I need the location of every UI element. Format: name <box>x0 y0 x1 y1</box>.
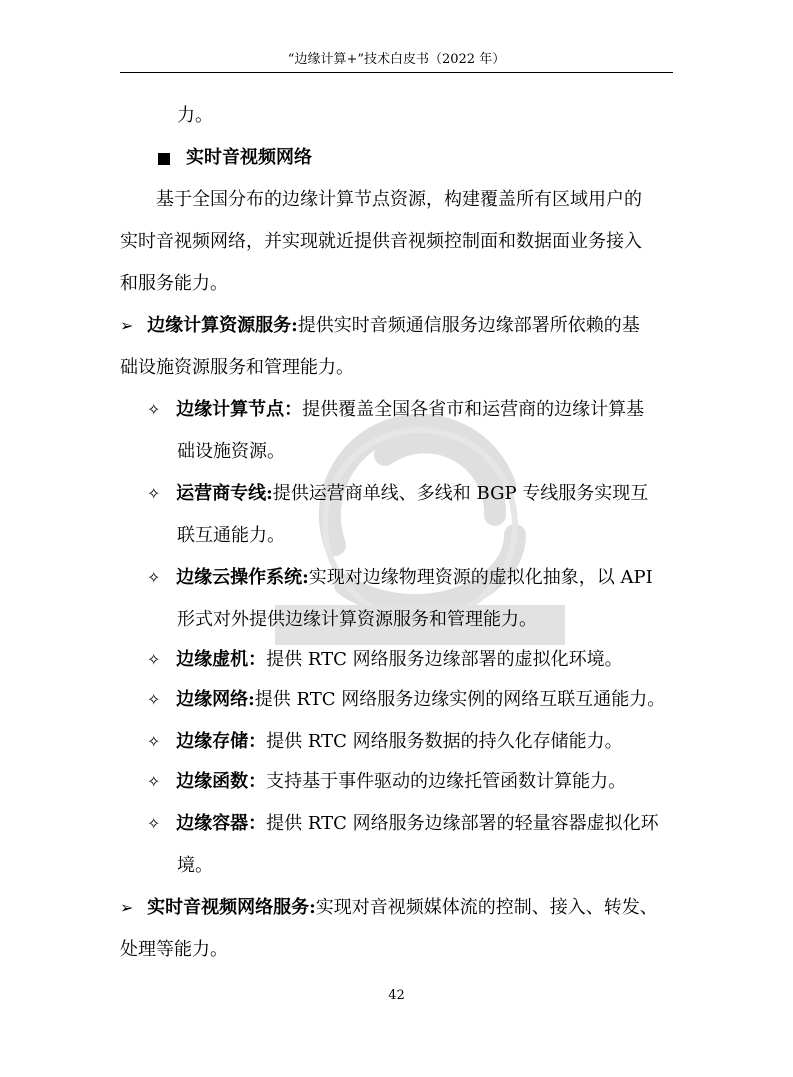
sub-item-continuation: 境。 <box>177 855 213 876</box>
sub-item-label: 边缘虚机： <box>176 649 267 670</box>
sub-item-text: 提供 RTC 网络服务边缘实例的网络互联互通能力。 <box>254 689 666 710</box>
page-number: 42 <box>388 988 405 1003</box>
sub-item-label: 边缘计算节点： <box>176 399 303 420</box>
sub-list-item <box>147 566 653 590</box>
sub-item-text: 提供 RTC 网络服务边缘部署的轻量容器虚拟化环 <box>266 813 659 834</box>
diamond-bullet-icon: ✧ <box>147 568 161 587</box>
section-title: 实时音视频网络 <box>186 147 312 168</box>
item-continuation: 础设施资源服务和管理能力。 <box>120 357 354 378</box>
diamond-bullet-icon: ✧ <box>147 400 161 419</box>
diamond-bullet-icon: ✧ <box>147 814 161 833</box>
sub-item-continuation: 础设施资源。 <box>177 441 285 462</box>
sub-list-item <box>147 730 623 754</box>
item-text: 提供实时音频通信服务边缘部署所依赖的基 <box>297 315 640 336</box>
diamond-bullet-icon: ✧ <box>147 772 161 791</box>
sub-item-label: 边缘网络: <box>176 689 255 710</box>
sub-item-text: 提供覆盖全国各省市和运营商的边缘计算基 <box>302 399 645 420</box>
sub-list-item <box>147 770 626 794</box>
arrow-bullet-icon: ➢ <box>120 898 134 917</box>
list-item <box>120 896 658 920</box>
sub-item-label: 边缘容器： <box>176 813 267 834</box>
sub-item-continuation: 形式对外提供边缘计算资源服务和管理能力。 <box>177 609 537 630</box>
sub-item-text: 提供 RTC 网络服务边缘部署的虚拟化环境。 <box>266 649 623 670</box>
square-bullet-icon <box>158 153 170 165</box>
sub-item-label: 边缘存储： <box>176 731 267 752</box>
paragraph-line: 和服务能力。 <box>120 273 228 294</box>
diamond-bullet-icon: ✧ <box>147 484 161 503</box>
diamond-bullet-icon: ✧ <box>147 690 161 709</box>
list-item <box>120 314 640 338</box>
sub-item-label: 边缘函数： <box>176 771 267 792</box>
sub-list-item <box>147 482 648 506</box>
sub-item-label: 边缘云操作系统: <box>176 567 309 588</box>
sub-list-item <box>147 648 623 672</box>
item-label: 边缘计算资源服务: <box>147 315 298 336</box>
arrow-bullet-icon: ➢ <box>120 316 134 335</box>
sub-item-continuation: 联互通能力。 <box>177 525 285 546</box>
sub-item-text: 实现对边缘物理资源的虚拟化抽象，以 API <box>308 567 653 588</box>
sub-item-text: 提供 RTC 网络服务数据的持久化存储能力。 <box>266 731 623 752</box>
continuation-text: 力。 <box>177 105 213 126</box>
sub-item-label: 运营商专线: <box>176 483 273 504</box>
sub-list-item <box>147 812 659 836</box>
sub-item-text: 提供运营商单线、多线和 BGP 专线服务实现互 <box>272 483 649 504</box>
sub-list-item <box>147 688 665 712</box>
paragraph-line: 实时音视频网络，并实现就近提供音视频控制面和数据面业务接入 <box>120 231 642 252</box>
paragraph-line: 基于全国分布的边缘计算节点资源，构建覆盖所有区域用户的 <box>156 189 642 210</box>
item-continuation: 处理等能力。 <box>120 939 228 960</box>
diamond-bullet-icon: ✧ <box>147 732 161 751</box>
page-header: “边缘计算+”技术白皮书（2022 年） <box>120 48 673 73</box>
sub-item-text: 支持基于事件驱动的边缘托管函数计算能力。 <box>266 771 627 792</box>
item-label: 实时音视频网络服务: <box>147 897 316 918</box>
diamond-bullet-icon: ✧ <box>147 650 161 669</box>
sub-list-item <box>147 398 644 422</box>
item-text: 实现对音视频媒体流的控制、接入、转发、 <box>315 897 658 918</box>
